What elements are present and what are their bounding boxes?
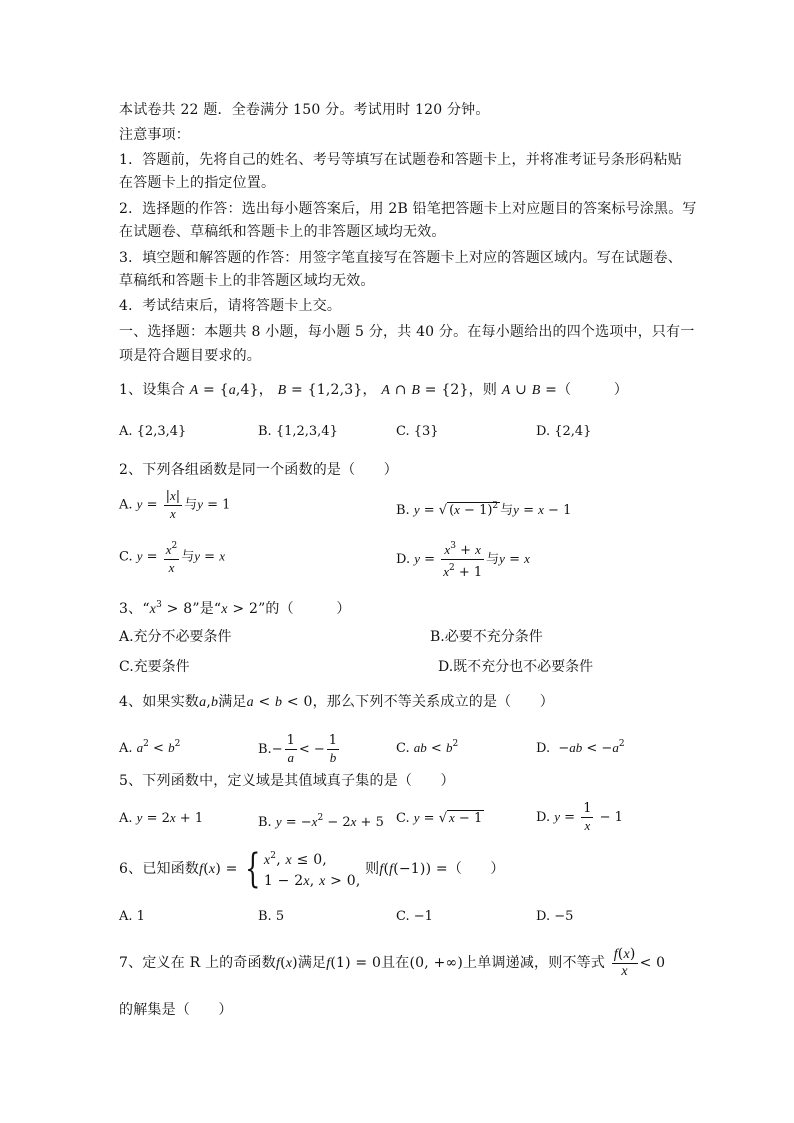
section-1-heading-a: 一、选择题：本题共 8 小题，每小题 5 分，共 40 分。在每小题给出的四个选项中，只有一 (119, 324, 695, 340)
question-4: 4、如果实数a,b满足a < b < 0，那么下列不等关系成立的是（ ） (119, 694, 554, 710)
q1-option-d[interactable]: D. {2,4} (536, 424, 592, 439)
q6-option-c[interactable]: C. −1 (396, 909, 433, 924)
notice-1a: 1．答题前，先将自己的姓名、考号等填写在试题卷和答题卡上，并将准考证号条形码粘贴 (119, 152, 682, 168)
q5-option-c[interactable]: C. y = √ x − 1 (396, 810, 483, 826)
q2-option-d[interactable]: D. y = $\frac{x^3 + x}{x^2 + 1}$ 与y = x (396, 538, 530, 581)
q4-option-a[interactable]: A. $a^2 < b^2$ (119, 739, 181, 756)
notice-3a: 3．填空题和解答题的作答：用签字笔直接写在答题卡上对应的答题区域内。写在试题卷、 (119, 250, 682, 266)
q6-option-d[interactable]: D. −5 (536, 909, 574, 924)
notice-2b: 在试题卷、草稿纸和答题卡上的非答题区域均无效。 (119, 224, 446, 240)
question-6: 6、已知函数f(x) = { $x^2$, x ≤ 0, 1 − 2x, x > 0, 则f(f(−1)) =（ ） (119, 846, 505, 892)
q4-option-d[interactable]: D. $-ab < -a^2$ (536, 739, 625, 756)
question-3: 3、“$x^3 > 8$”是“x > 2”的（ ） (119, 600, 351, 617)
question-2: 2、下列各组函数是同一个函数的是（ ） (119, 462, 398, 478)
q2-option-a[interactable]: A. y = $\frac{|x|}{x}$ 与y = 1 (119, 488, 231, 521)
q1-option-b[interactable]: B. {1,2,3,4} (258, 424, 338, 439)
q5-option-a[interactable]: A. y = 2x + 1 (119, 810, 204, 826)
section-1-heading-b: 项是符合题目要求的。 (119, 348, 261, 364)
question-5: 5、下列函数中，定义域是其值域真子集的是（ ） (119, 773, 455, 789)
question-1: 1、设集合 A = {a,4}， B = {1,2,3}， A ∩ B = {2}，则 A ∪ B =（ ） (119, 382, 629, 398)
q5-option-b[interactable]: B. $y = -x^2 - 2x + 5$ (258, 813, 384, 830)
q1-option-a[interactable]: A. {2,3,4} (119, 424, 187, 439)
q5-option-d[interactable]: D. y = $\frac{1}{x}$ − 1 (536, 801, 623, 833)
question-7-tail: 的解集是（ ） (119, 1002, 233, 1018)
q3-option-c[interactable]: C.充要条件 (119, 659, 190, 675)
notice-1b: 在答题卡上的指定位置。 (119, 175, 276, 191)
notice-3b: 草稿纸和答题卡上的非答题区域均无效。 (119, 273, 375, 289)
exam-intro: 本试卷共 22 题．全卷满分 150 分。考试用时 120 分钟。 (119, 102, 490, 118)
notice-2a: 2．选择题的作答：选出每小题答案后，用 2B 铅笔把答题卡上对应题目的答案标号涂黑。写 (119, 201, 697, 217)
q4-option-b[interactable]: B.− $\frac{1}{a}$ < − $\frac{1}{b}$ (258, 733, 338, 765)
q3-option-a[interactable]: A.充分不必要条件 (119, 629, 232, 645)
notice-4: 4．考试结束后，请将答题卡上交。 (119, 298, 342, 314)
q3-option-d[interactable]: D.既不充分也不必要条件 (438, 659, 594, 675)
q3-option-b[interactable]: B.必要不充分条件 (430, 629, 543, 645)
q2-option-b[interactable]: B. y = √ $(x - 1)^2$ 与y = x − 1 (396, 501, 572, 518)
q2-option-c[interactable]: C. y = $\frac{x^2}{x}$ 与y = x (119, 538, 225, 576)
q4-option-c[interactable]: C. ab < $b^2$ (396, 739, 459, 756)
question-7: 7、定义在 R 上的奇函数f(x)满足f(1) = 0且在(0, +∞)上单调递减，则不等式 $\frac{f(x)}{x}$ < 0 (119, 946, 666, 979)
q6-option-b[interactable]: B. 5 (258, 909, 285, 924)
q1-option-c[interactable]: C. {3} (396, 424, 439, 439)
notice-title: 注意事项： (119, 127, 190, 143)
q6-option-a[interactable]: A. 1 (119, 909, 145, 924)
